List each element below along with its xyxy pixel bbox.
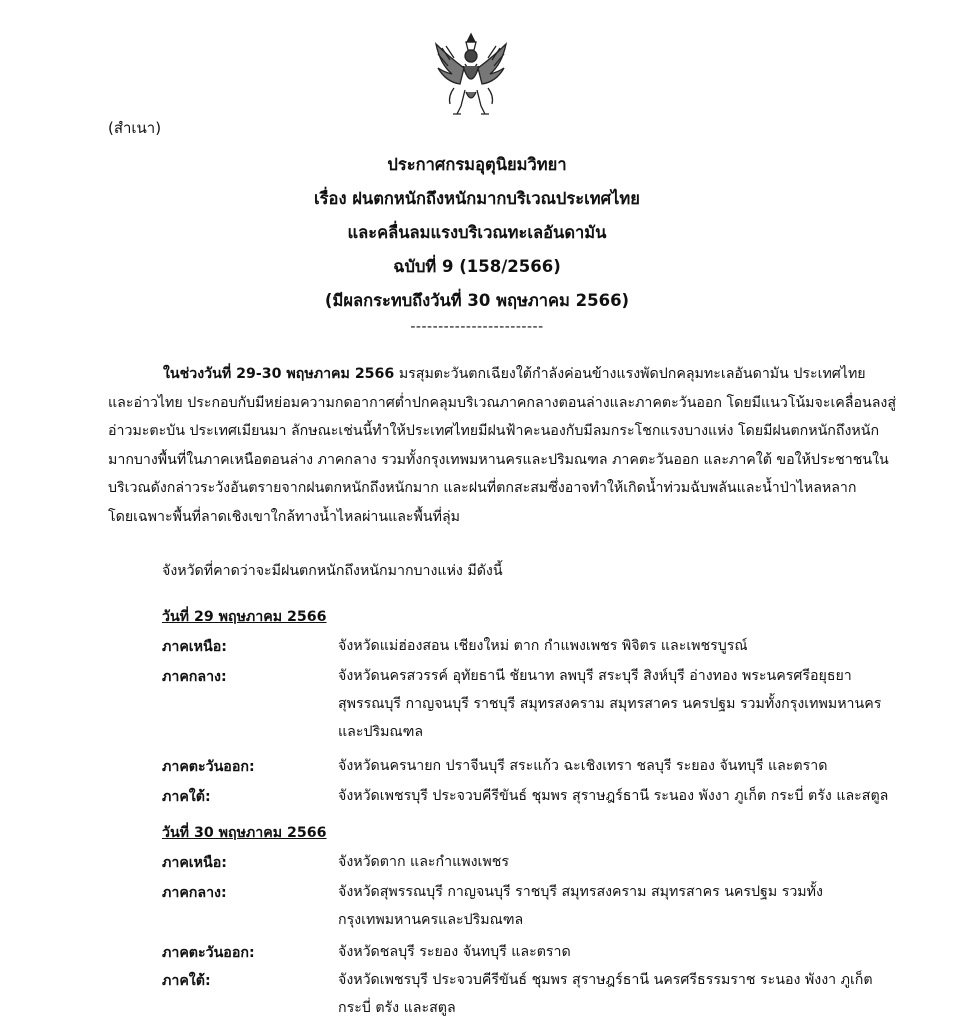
region-provinces: จังหวัดชลบุรี ระยอง จันทบุรี และตราด: [338, 944, 571, 960]
region-provinces: จังหวัดแม่ฮ่องสอน เชียงใหม่ ตาก กำแพงเพชร พิจิตร และเพชรบูรณ์: [338, 638, 748, 654]
region-provinces: จังหวัดตาก และกำแพงเพชร: [338, 854, 509, 870]
garuda-emblem-icon: [430, 30, 512, 122]
notice-title: ประกาศกรมอุตุนิยมวิทยา: [387, 155, 567, 174]
region-label: ภาคกลาง:: [162, 669, 227, 685]
region-label: ภาคกลาง:: [162, 885, 227, 901]
heading-divider: ------------------------: [410, 319, 544, 335]
notice-subject-cont: และคลื่นลมแรงบริเวณทะเลอันดามัน: [347, 223, 607, 242]
date-heading-day1: วันที่ 29 พฤษภาคม 2566: [162, 609, 327, 625]
notice-issue-number: ฉบับที่ 9 (158/2566): [393, 257, 561, 276]
region-label: ภาคตะวันออก:: [162, 759, 255, 775]
copy-label: (สำเนา): [108, 119, 162, 137]
region-label: ภาคใต้:: [162, 789, 211, 805]
region-provinces: จังหวัดนครนายก ปราจีนบุรี สระแก้ว ฉะเชิงเทรา ชลบุรี ระยอง จันทบุรี และตราด: [338, 758, 828, 774]
intro-line: บริเวณดังกล่าวระวังอันตรายจากฝนตกหนักถึงหนักมาก และฝนที่ตกสะสมซึ่งอาจทำให้เกิดน้ำท่วมฉับพลันและน้ำป่าไหลหลาก: [108, 480, 857, 497]
intro-paragraph: [108, 360, 896, 532]
province-list-intro: จังหวัดที่คาดว่าจะมีฝนตกหนักถึงหนักมากบางแห่ง มีดังนี้: [162, 563, 503, 579]
region-label: ภาคเหนือ:: [162, 855, 227, 871]
intro-line: ในช่วงวันที่ 29-30 พฤษภาคม 2566 มรสุมตะวันตกเฉียงใต้กำลังค่อนข้างแรงพัดปกคลุมทะเลอันดามัน ประเทศไทย: [163, 366, 866, 382]
region-provinces: จังหวัดสุพรรณบุรี กาญจนบุรี ราชบุรี สมุทรสงคราม สมุทรสาคร นครปฐม รวมทั้ง กรุงเทพมหานครและปริมณฑล: [338, 884, 823, 928]
region-provinces: จังหวัดเพชรบุรี ประจวบคีรีขันธ์ ชุมพร สุราษฎร์ธานี นครศรีธรรมราช ระนอง พังงา ภูเก็ต กระบี่ ตรัง และสตูล: [338, 972, 873, 1016]
notice-subject: เรื่อง ฝนตกหนักถึงหนักมากบริเวณประเทศไทย: [314, 189, 640, 208]
intro-line: อ่าวมะตะบัน ประเทศเมียนมา ลักษณะเช่นนี้ทำให้ประเทศไทยมีฝนฟ้าคะนองกับมีลมกระโชกแรงบางแห่ง โดยมีฝนตกหนักถึงหนัก: [108, 423, 880, 440]
region-provinces: จังหวัดเพชรบุรี ประจวบคีรีขันธ์ ชุมพร สุราษฎร์ธานี ระนอง พังงา ภูเก็ต กระบี่ ตรัง และสตูล: [338, 788, 889, 804]
intro-bold-period: ในช่วงวันที่ 29-30 พฤษภาคม 2566: [163, 366, 395, 382]
region-provinces: จังหวัดนครสวรรค์ อุทัยธานี ชัยนาท ลพบุรี สระบุรี สิงห์บุรี อ่างทอง พระนครศรีอยุธยา สุพรรณบุรี กาญจนบุรี ราชบุรี สมุทรสงคราม สมุทรสาคร นครปฐม รวมทั้งกรุงเทพมหานคร และปริมณฑล: [338, 668, 882, 740]
region-label: ภาคตะวันออก:: [162, 945, 255, 961]
intro-line: โดยเฉพาะพื้นที่ลาดเชิงเขาใกล้ทางน้ำไหลผ่านและพื้นที่ลุ่ม: [108, 508, 460, 525]
intro-line: มากบางพื้นที่ในภาคเหนือตอนล่าง ภาคกลาง รวมทั้งกรุงเทพมหานครและปริมณฑล ภาคตะวันออก และภาคใต้ ขอให้ประชาชนใน: [108, 451, 889, 468]
date-heading-day2: วันที่ 30 พฤษภาคม 2566: [162, 825, 327, 841]
notice-effective-date: (มีผลกระทบถึงวันที่ 30 พฤษภาคม 2566): [324, 291, 630, 310]
region-label: ภาคเหนือ:: [162, 639, 227, 655]
region-label: ภาคใต้:: [162, 973, 211, 989]
intro-line: และอ่าวไทย ประกอบกับมีหย่อมความกดอากาศต่ำปกคลุมบริเวณภาคกลางตอนล่างและภาคตะวันออก โดยมีแนวโน้มจะเคลื่อนลงสู่: [108, 394, 896, 411]
